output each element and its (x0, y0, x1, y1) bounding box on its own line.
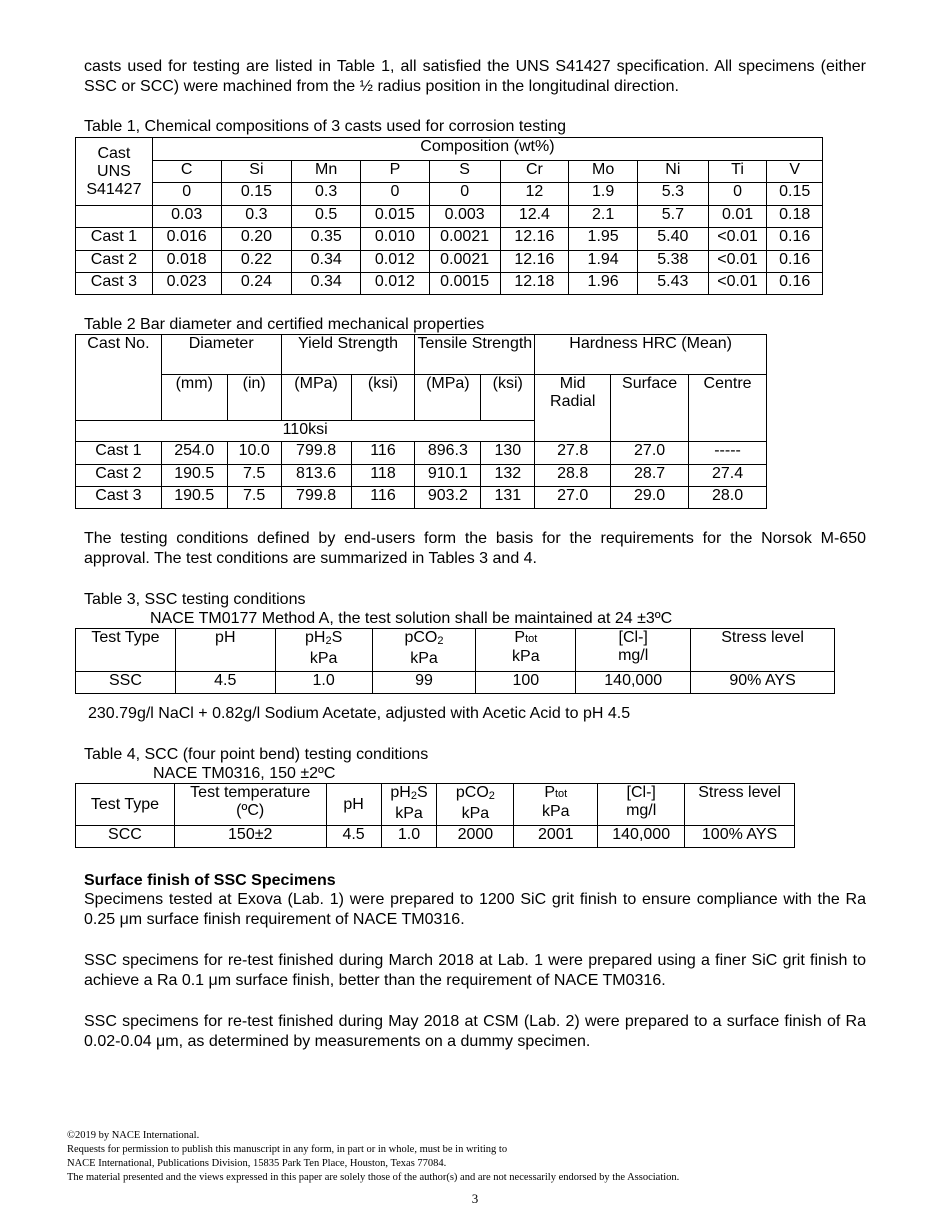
table1-composition (75, 137, 823, 295)
test-type-header: Test Type (76, 629, 176, 672)
copyright-footer: ©2019 by NACE International. Requests for permission to publish this manuscript in any form, in part or in whole, must be in writing to NACE International, Publications Division, 15835 Park Ten Place, Houston, Texas 77084. The material presented and the views expressed in this paper are solely those of the author(s) and are not necessarily endorsed by the Association. (67, 1130, 680, 1183)
hardness-sub-header: Centre (689, 375, 767, 442)
spec-min-cell: 1.9 (569, 183, 638, 206)
table4-scc-conditions (75, 783, 795, 848)
ph-header: pH (175, 629, 275, 672)
row-label: Cast 2 (76, 465, 162, 487)
spec-min-cell: 0.3 (292, 183, 361, 206)
table2-units-row (76, 375, 767, 421)
table4-subcaption: NACE TM0316, 150 ±2ºC (153, 765, 336, 782)
ph2s-header: pH2S kPa (275, 629, 372, 672)
table1-caption: Table 1, Chemical compositions of 3 casts used for corrosion testing (84, 118, 567, 135)
ptot-header: Ptot kPa (476, 629, 576, 672)
table-row: Cast 3 190.5 7.5 799.8 116 903.2 131 27.0 29.0 28.0 (76, 487, 767, 509)
unit-cell: (in) (227, 375, 281, 421)
spec-max-cell: 0.5 (292, 206, 361, 228)
table2-hardness-header: Hardness HRC (Mean) (535, 335, 767, 375)
element-header: V (767, 161, 823, 183)
element-header: Cr (500, 161, 569, 183)
row-label: Cast 1 (76, 442, 162, 465)
page-number: 3 (471, 1191, 479, 1206)
hardness-sub-header: Surface (611, 375, 689, 442)
table-row: Cast 2 0.018 0.22 0.34 0.012 0.0021 12.16 1.94 5.38 <0.01 0.16 (76, 251, 823, 273)
table3-subcaption: NACE TM0177 Method A, the test solution shall be maintained at 24 ±3ºC (150, 610, 673, 627)
ph-header: pH (326, 784, 381, 826)
spec-min-cell: 0 (152, 183, 221, 206)
surface-paragraph-3: SSC specimens for re-test finished during May 2018 at CSM (Lab. 2) were prepared to a surface finish of Ra 0.02-0.04 μm, as determined by measurements on a dummy specimen. (84, 1013, 866, 1050)
spec-min-cell: 0 (429, 183, 500, 206)
spec-min-cell: 12 (500, 183, 569, 206)
table1-spec-max-row (76, 206, 823, 228)
table-row: SSC 4.5 1.0 99 100 140,000 90% AYS (76, 672, 835, 694)
spec-max-cell: 2.1 (569, 206, 638, 228)
table2-mechanical (75, 334, 767, 509)
spec-min-cell: 0.15 (221, 183, 292, 206)
chloride-header: [Cl-] mg/l (598, 784, 685, 826)
spec-max-cell: 0.01 (708, 206, 767, 228)
table2-yield-header: Yield Strength (281, 335, 415, 375)
table-row: Cast 1 0.016 0.20 0.35 0.010 0.0021 12.16 1.95 5.40 <0.01 0.16 (76, 228, 823, 251)
spec-max-cell: 5.7 (637, 206, 708, 228)
stress-header: Stress level (691, 629, 835, 672)
spec-min-cell: 5.3 (637, 183, 708, 206)
spec-max-cell: 0.03 (152, 206, 221, 228)
ph2s-header: pH2S kPa (381, 784, 437, 826)
table2-caption: Table 2 Bar diameter and certified mechanical properties (84, 316, 485, 333)
unit-cell: (ksi) (351, 375, 415, 421)
table1-group-header: Composition (wt%) (152, 138, 822, 161)
table2-diameter-header: Diameter (161, 335, 281, 375)
unit-cell: (MPa) (415, 375, 481, 421)
intro-paragraph: casts used for testing are listed in Table 1, all satisfied the UNS S41427 specification. All specimens (either SSC or SCC) were machined from the ½ radius position in the longitudinal direction. (84, 58, 866, 95)
surface-paragraph-2: SSC specimens for re-test finished during March 2018 at Lab. 1 were prepared using a finer SiC grit finish to achieve a Ra 0.1 μm surface finish, better than the requirement of NACE TM0316. (84, 952, 866, 989)
unit-cell: (mm) (161, 375, 227, 421)
spec-max-cell: 0.015 (361, 206, 430, 228)
row-label: Cast 2 (76, 251, 153, 273)
surface-paragraph-1: Specimens tested at Exova (Lab. 1) were prepared to 1200 SiC grit finish to ensure compliance with the Ra 0.25 μm surface finish requirement of NACE TM0316. (84, 891, 866, 928)
hardness-sub-header: Mid Radial (535, 375, 611, 442)
element-header: P (361, 161, 430, 183)
spec-max-cell: 0.003 (429, 206, 500, 228)
spec-max-cell: 0.3 (221, 206, 292, 228)
table3-caption: Table 3, SSC testing conditions (84, 591, 306, 608)
stress-header: Stress level (685, 784, 795, 826)
spec-max-cell: 0.18 (767, 206, 823, 228)
table-row: Cast 1 254.0 10.0 799.8 116 896.3 130 27.8 27.0 ----- (76, 442, 767, 465)
table-row: Cast 3 0.023 0.24 0.34 0.012 0.0015 12.18 1.96 5.43 <0.01 0.16 (76, 273, 823, 295)
pco2-header: pCO2 kPa (372, 629, 476, 672)
table1-element-row (76, 161, 823, 183)
table4-caption: Table 4, SCC (four point bend) testing conditions (84, 746, 429, 763)
element-header: S (429, 161, 500, 183)
chloride-header: [Cl-] mg/l (576, 629, 691, 672)
surface-finish-heading: Surface finish of SSC Specimens (84, 872, 336, 889)
solution-note: 230.79g/l NaCl + 0.82g/l Sodium Acetate, adjusted with Acetic Acid to pH 4.5 (88, 705, 631, 722)
spec-min-cell: 0.15 (767, 183, 823, 206)
table1-spec-min-row (76, 183, 823, 206)
pco2-header: pCO2 kPa (437, 784, 514, 826)
spec-min-cell: 0 (361, 183, 430, 206)
row-label: Cast 3 (76, 487, 162, 509)
spec-min-cell: 0 (708, 183, 767, 206)
element-header: C (152, 161, 221, 183)
table4-header-row (76, 784, 795, 826)
conditions-paragraph: The testing conditions defined by end-users form the basis for the requirements for the Norsok M-650 approval. The test conditions are summarized in Tables 3 and 4. (84, 530, 866, 567)
element-header: Ni (637, 161, 708, 183)
table-row: SCC 150±2 4.5 1.0 2000 2001 140,000 100% AYS (76, 826, 795, 848)
element-header: Ti (708, 161, 767, 183)
spec-max-cell: 12.4 (500, 206, 569, 228)
table3-header-row (76, 629, 835, 672)
row-label: Cast 1 (76, 228, 153, 251)
table2-grade-row: 110ksi (76, 421, 535, 442)
unit-cell: (ksi) (481, 375, 535, 421)
test-type-header: Test Type (76, 784, 175, 826)
table3-ssc-conditions (75, 628, 835, 694)
table2-tensile-header: Tensile Strength (415, 335, 535, 375)
table2-cast-header: Cast No. (76, 335, 162, 421)
row-label: Cast 3 (76, 273, 153, 295)
element-header: Mo (569, 161, 638, 183)
element-header: Si (221, 161, 292, 183)
ptot-header: Ptot kPa (514, 784, 598, 826)
table1-corner-label: Cast UNS S41427 (76, 138, 153, 206)
table-row: Cast 2 190.5 7.5 813.6 118 910.1 132 28.8 28.7 27.4 (76, 465, 767, 487)
element-header: Mn (292, 161, 361, 183)
unit-cell: (MPa) (281, 375, 351, 421)
temperature-header: Test temperature (ºC) (174, 784, 326, 826)
